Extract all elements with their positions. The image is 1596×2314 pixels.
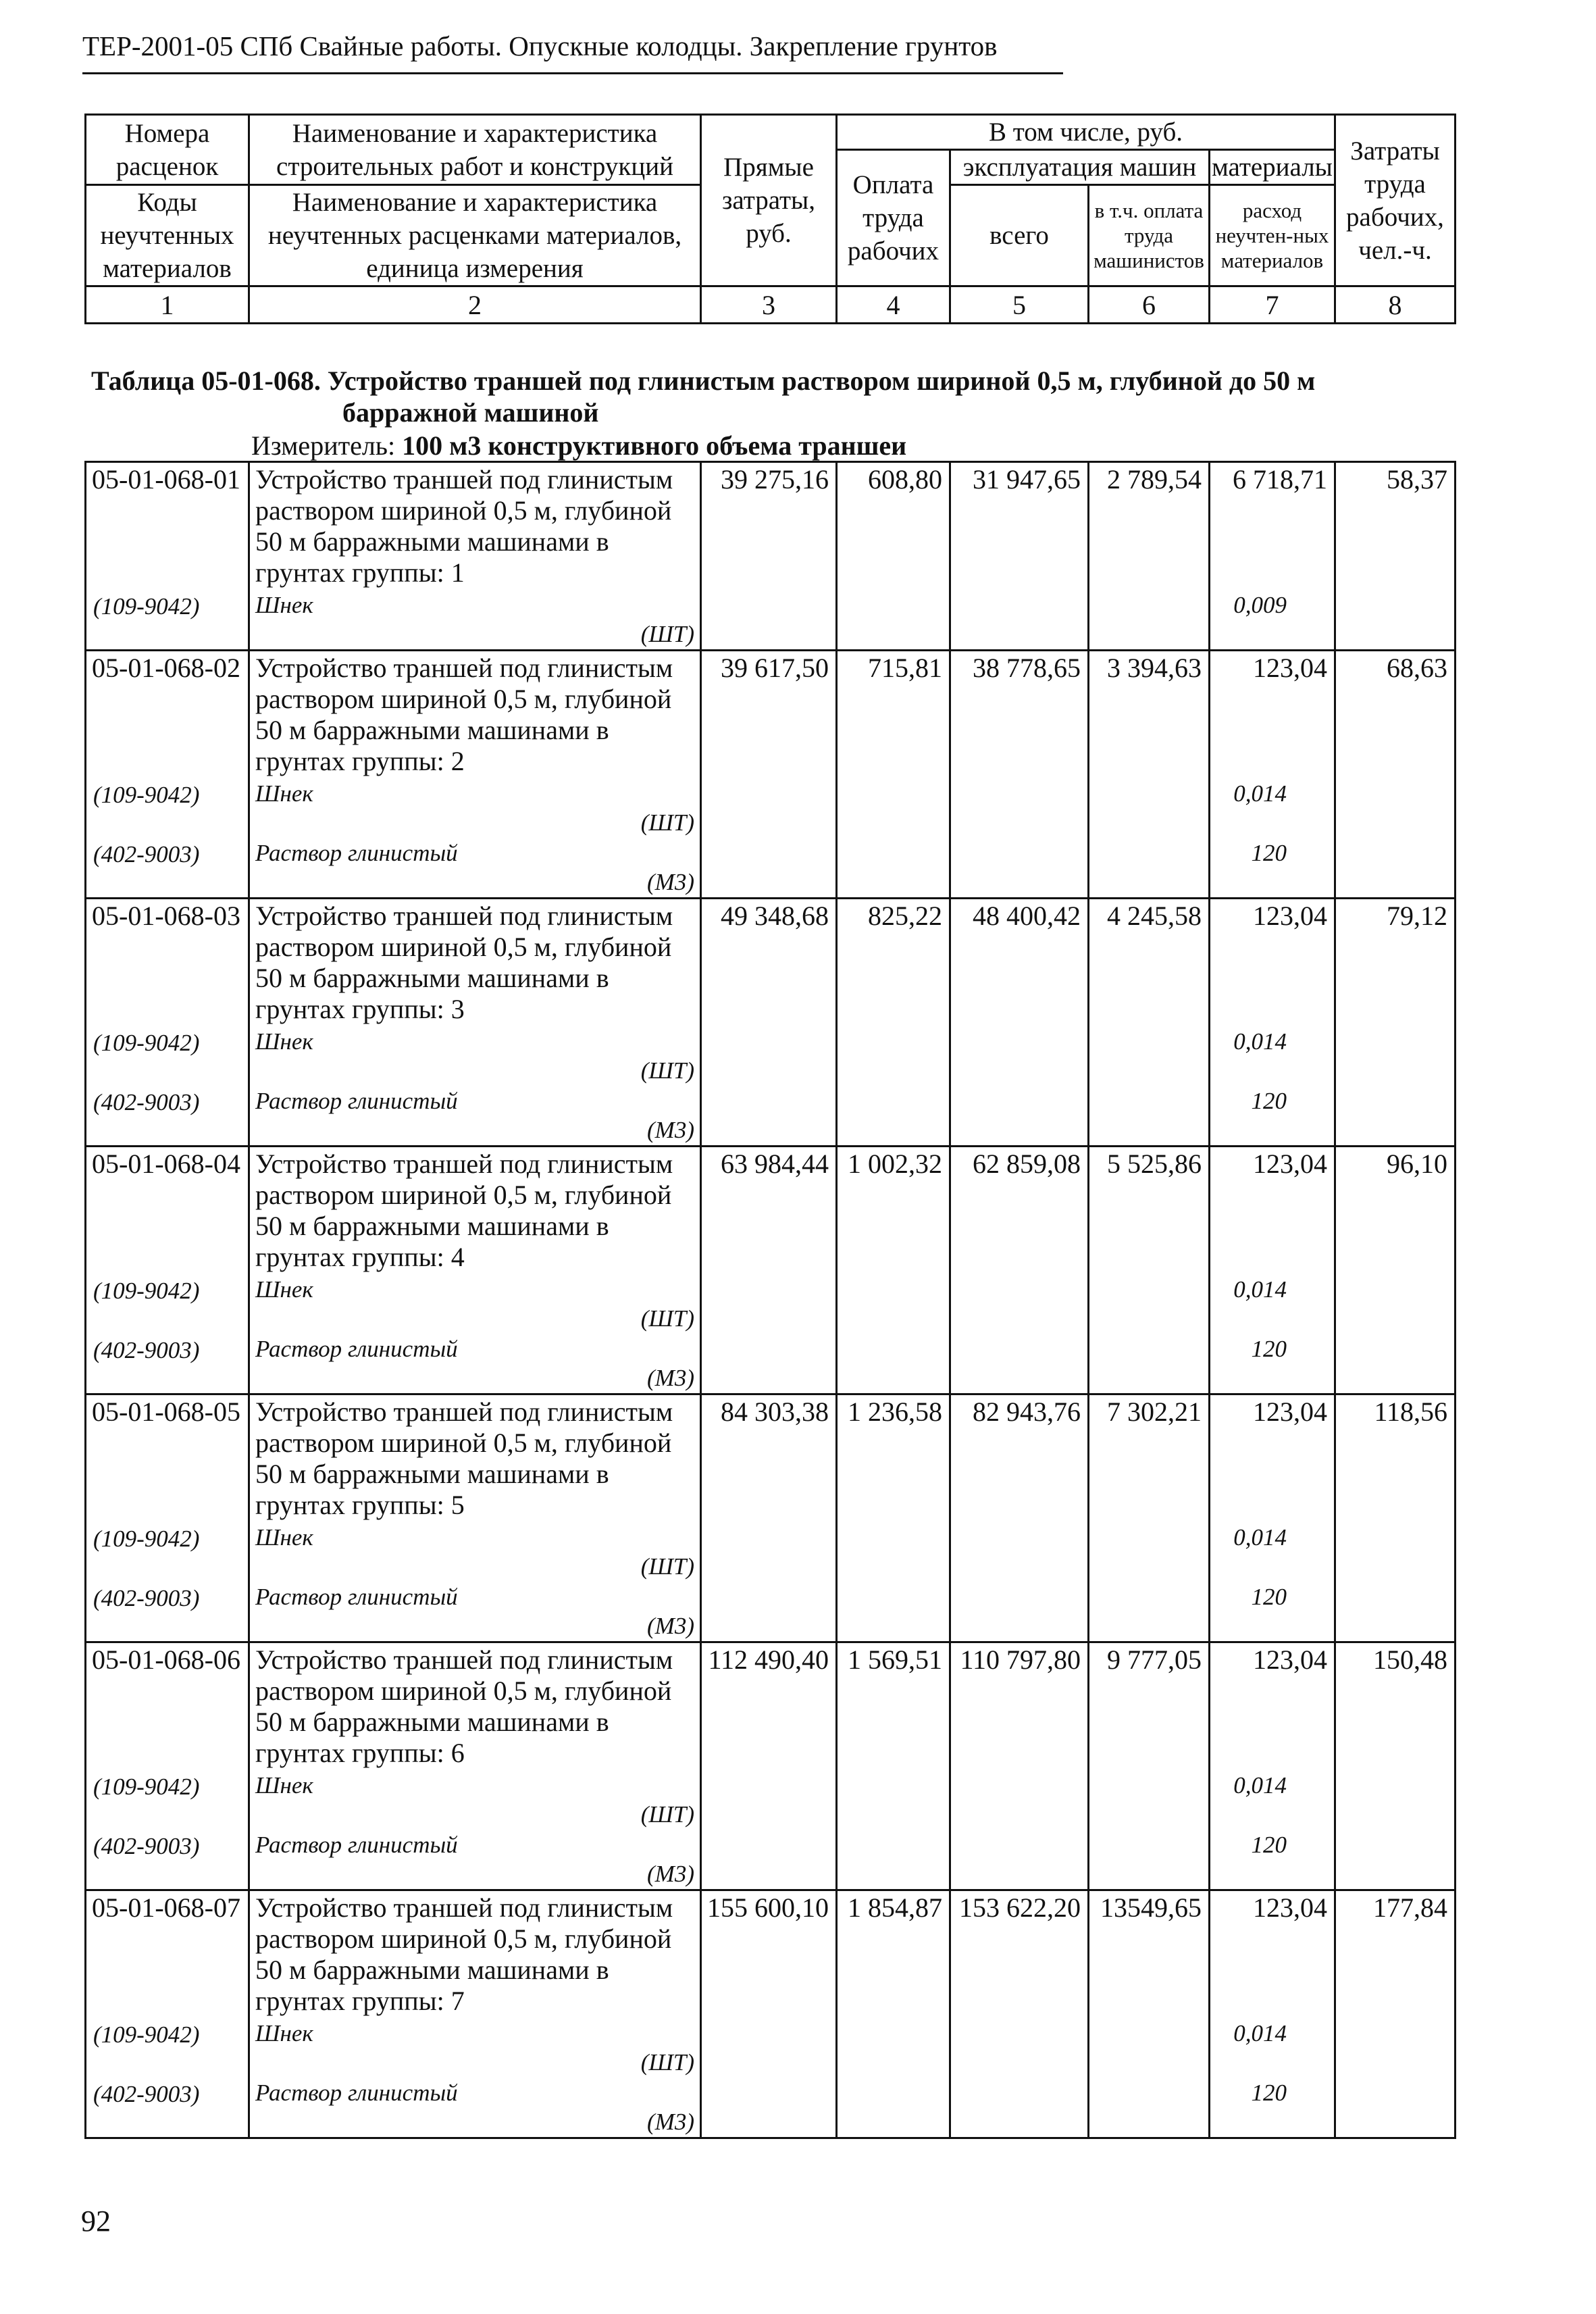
header-labor-pay: Оплата труда рабочих <box>837 150 950 286</box>
empty-cell <box>837 1274 950 1334</box>
resource-consumption-value: 0,014 <box>1233 1772 1287 1799</box>
header-machines: эксплуатация машин <box>950 150 1210 185</box>
rate-value-c8: 79,12 <box>1335 899 1456 1027</box>
table-caption <box>91 365 1442 428</box>
rate-value-c3: 39 617,50 <box>701 651 837 779</box>
empty-cell <box>1335 1582 1456 1642</box>
table-row <box>86 462 1456 590</box>
column-number: 2 <box>249 286 701 324</box>
empty-cell <box>701 778 837 838</box>
table-row <box>86 1147 1456 1275</box>
empty-cell <box>1089 590 1210 651</box>
resource-consumption <box>1210 1522 1335 1582</box>
empty-cell <box>837 1334 950 1394</box>
empty-cell <box>950 1086 1089 1147</box>
rate-value-c4: 1 002,32 <box>837 1147 950 1275</box>
header-operator-pay: в т.ч. оплата труда машинистов <box>1089 185 1210 286</box>
header-work-name: Наименование и характеристика строительных работ и конструкций <box>249 115 701 185</box>
rate-value-c7: 123,04 <box>1210 1394 1335 1523</box>
header-materials: материалы <box>1210 150 1335 185</box>
resource-unit: (ШТ) <box>640 1801 694 1828</box>
table-row <box>86 651 1456 779</box>
empty-cell <box>837 2018 950 2078</box>
resource-name-cell <box>249 838 701 899</box>
rate-value-c6: 4 245,58 <box>1089 899 1210 1027</box>
rate-code: 05-01-068-06 <box>86 1642 249 1771</box>
column-number: 6 <box>1089 286 1210 324</box>
resource-consumption-value: 0,014 <box>1233 2020 1287 2046</box>
resource-code: (109-9042) <box>86 1026 249 1086</box>
resource-consumption-value: 120 <box>1251 2080 1287 2106</box>
rate-description: Устройство траншей под глинистым раствором шириной 0,5 м, глубиной 50 м барражными машинами в грунтах группы: 4 <box>249 1147 701 1275</box>
rate-value-c7: 123,04 <box>1210 651 1335 779</box>
resource-consumption <box>1210 1026 1335 1086</box>
rate-description: Устройство траншей под глинистым раствором шириной 0,5 м, глубиной 50 м барражными машинами в грунтах группы: 3 <box>249 899 701 1027</box>
empty-cell <box>1335 2018 1456 2078</box>
page-number: 92 <box>81 2205 111 2238</box>
resource-name-cell <box>249 1770 701 1830</box>
rate-value-c7: 123,04 <box>1210 899 1335 1027</box>
resource-name-cell <box>249 1086 701 1147</box>
empty-cell <box>950 590 1089 651</box>
resource-name: Шнек <box>255 1524 313 1551</box>
resource-consumption <box>1210 1830 1335 1890</box>
empty-cell <box>1089 1026 1210 1086</box>
rate-value-c3: 63 984,44 <box>701 1147 837 1275</box>
empty-cell <box>701 590 837 651</box>
rate-value-c8: 150,48 <box>1335 1642 1456 1771</box>
resource-name-cell <box>249 1274 701 1334</box>
resource-unit: (ШТ) <box>640 1305 694 1332</box>
rate-value-c4: 1 854,87 <box>837 1890 950 2019</box>
resource-name: Шнек <box>255 2020 313 2046</box>
rate-description: Устройство траншей под глинистым раствором шириной 0,5 м, глубиной 50 м барражными машинами в грунтах группы: 1 <box>249 462 701 590</box>
empty-cell <box>950 778 1089 838</box>
resource-consumption <box>1210 778 1335 838</box>
resource-name-cell <box>249 2018 701 2078</box>
rate-code: 05-01-068-03 <box>86 899 249 1027</box>
table-caption-line1: Таблица 05-01-068. Устройство траншей под глинистым раствором шириной 0,5 м, глубиной до 50 м <box>91 366 1316 396</box>
resource-row <box>86 778 1456 838</box>
header-machines-total: всего <box>950 185 1089 286</box>
resource-consumption-value: 120 <box>1251 1336 1287 1362</box>
table-row <box>86 1642 1456 1771</box>
resource-row <box>86 1582 1456 1642</box>
resource-consumption <box>1210 1770 1335 1830</box>
empty-cell <box>1335 1334 1456 1394</box>
resource-code: (109-9042) <box>86 1274 249 1334</box>
rate-description: Устройство траншей под глинистым раствором шириной 0,5 м, глубиной 50 м барражными машинами в грунтах группы: 7 <box>249 1890 701 2019</box>
empty-cell <box>1089 1086 1210 1147</box>
resource-name: Раствор глинистый <box>255 840 458 866</box>
resource-code: (402-9003) <box>86 838 249 899</box>
resource-consumption-value: 120 <box>1251 1584 1287 1610</box>
resource-name: Шнек <box>255 592 313 618</box>
resource-name: Раствор глинистый <box>255 2080 458 2106</box>
resource-name-cell <box>249 1334 701 1394</box>
rate-value-c3: 155 600,10 <box>701 1890 837 2019</box>
resource-unit: (ШТ) <box>640 809 694 836</box>
empty-cell <box>837 1086 950 1147</box>
resource-unit: (М3) <box>647 2109 694 2135</box>
resource-consumption-value: 0,014 <box>1233 1276 1287 1303</box>
measure-label: Измеритель: <box>251 430 403 461</box>
resource-unit: (ШТ) <box>640 1057 694 1084</box>
resource-row <box>86 2078 1456 2138</box>
empty-cell <box>1335 1026 1456 1086</box>
empty-cell <box>1335 838 1456 899</box>
rate-code: 05-01-068-02 <box>86 651 249 779</box>
empty-cell <box>701 1274 837 1334</box>
resource-name-cell <box>249 590 701 651</box>
empty-cell <box>1089 1582 1210 1642</box>
empty-cell <box>1089 1334 1210 1394</box>
empty-cell <box>1089 2078 1210 2138</box>
header-material-codes: Коды неучтенных материалов <box>86 185 249 286</box>
rate-value-c7: 123,04 <box>1210 1642 1335 1771</box>
header-direct-costs: Прямые затраты, руб. <box>701 115 837 286</box>
resource-name: Шнек <box>255 1772 313 1799</box>
rate-value-c5: 110 797,80 <box>950 1642 1089 1771</box>
resource-row <box>86 590 1456 651</box>
rate-value-c3: 49 348,68 <box>701 899 837 1027</box>
resource-unit: (М3) <box>647 1365 694 1391</box>
resource-row <box>86 1334 1456 1394</box>
resource-name-cell <box>249 2078 701 2138</box>
column-number: 3 <box>701 286 837 324</box>
rate-description: Устройство траншей под глинистым раствором шириной 0,5 м, глубиной 50 м барражными машинами в грунтах группы: 5 <box>249 1394 701 1523</box>
rate-description: Устройство траншей под глинистым раствором шириной 0,5 м, глубиной 50 м барражными машинами в грунтах группы: 6 <box>249 1642 701 1771</box>
empty-cell <box>1335 778 1456 838</box>
resource-consumption-value: 0,014 <box>1233 1524 1287 1551</box>
table-caption-line2: барражной машиной <box>342 397 599 428</box>
rate-value-c8: 96,10 <box>1335 1147 1456 1275</box>
resource-row <box>86 838 1456 899</box>
rate-value-c6: 2 789,54 <box>1089 462 1210 590</box>
column-number: 7 <box>1210 286 1335 324</box>
rate-value-c3: 84 303,38 <box>701 1394 837 1523</box>
header-material-names: Наименование и характеристика неучтенных расценками материалов, единица измерения <box>249 185 701 286</box>
rate-value-c8: 68,63 <box>1335 651 1456 779</box>
rate-value-c6: 3 394,63 <box>1089 651 1210 779</box>
empty-cell <box>837 1026 950 1086</box>
rate-value-c4: 1 569,51 <box>837 1642 950 1771</box>
resource-unit: (М3) <box>647 869 694 895</box>
resource-name-cell <box>249 1522 701 1582</box>
rates-table <box>84 461 1456 2139</box>
rate-value-c7: 6 718,71 <box>1210 462 1335 590</box>
empty-cell <box>837 590 950 651</box>
column-number: 5 <box>950 286 1089 324</box>
resource-code: (402-9003) <box>86 1582 249 1642</box>
empty-cell <box>701 1334 837 1394</box>
resource-consumption <box>1210 1274 1335 1334</box>
rate-code: 05-01-068-01 <box>86 462 249 590</box>
rate-value-c5: 38 778,65 <box>950 651 1089 779</box>
resource-unit: (ШТ) <box>640 2049 694 2076</box>
rate-value-c5: 31 947,65 <box>950 462 1089 590</box>
resource-consumption-value: 120 <box>1251 840 1287 866</box>
table-row <box>86 1890 1456 2019</box>
resource-code: (402-9003) <box>86 1334 249 1394</box>
rate-description: Устройство траншей под глинистым раствором шириной 0,5 м, глубиной 50 м барражными машинами в грунтах группы: 2 <box>249 651 701 779</box>
empty-cell <box>1335 1086 1456 1147</box>
resource-consumption <box>1210 1086 1335 1147</box>
empty-cell <box>837 1770 950 1830</box>
header-including-group: В том числе, руб. <box>837 115 1335 150</box>
empty-cell <box>1335 590 1456 651</box>
empty-cell <box>950 1770 1089 1830</box>
empty-cell <box>1089 1522 1210 1582</box>
rate-value-c7: 123,04 <box>1210 1890 1335 2019</box>
resource-consumption <box>1210 838 1335 899</box>
empty-cell <box>837 1522 950 1582</box>
resource-consumption <box>1210 2018 1335 2078</box>
empty-cell <box>1089 1770 1210 1830</box>
resource-code: (402-9003) <box>86 1086 249 1147</box>
rate-value-c4: 715,81 <box>837 651 950 779</box>
empty-cell <box>701 1830 837 1890</box>
resource-row <box>86 1086 1456 1147</box>
rate-value-c8: 58,37 <box>1335 462 1456 590</box>
resource-code: (109-9042) <box>86 1770 249 1830</box>
empty-cell <box>1089 1274 1210 1334</box>
header-rule <box>82 72 1063 74</box>
column-number: 8 <box>1335 286 1456 324</box>
empty-cell <box>837 2078 950 2138</box>
resource-name: Шнек <box>255 1276 313 1303</box>
rate-value-c3: 112 490,40 <box>701 1642 837 1771</box>
empty-cell <box>950 2018 1089 2078</box>
rate-value-c7: 123,04 <box>1210 1147 1335 1275</box>
empty-cell <box>950 1334 1089 1394</box>
measure-unit <box>251 430 906 461</box>
resource-row <box>86 1770 1456 1830</box>
resource-name-cell <box>249 1830 701 1890</box>
resource-name: Раствор глинистый <box>255 1336 458 1362</box>
resource-row <box>86 1522 1456 1582</box>
empty-cell <box>837 778 950 838</box>
resource-consumption <box>1210 1582 1335 1642</box>
resource-consumption-value: 120 <box>1251 1088 1287 1114</box>
column-header-table <box>84 114 1456 324</box>
rate-code: 05-01-068-07 <box>86 1890 249 2019</box>
empty-cell <box>837 1830 950 1890</box>
resource-consumption-value: 0,014 <box>1233 1028 1287 1055</box>
resource-row <box>86 2018 1456 2078</box>
resource-row <box>86 1274 1456 1334</box>
resource-name: Раствор глинистый <box>255 1088 458 1114</box>
empty-cell <box>701 1086 837 1147</box>
resource-unit: (ШТ) <box>640 1553 694 1580</box>
resource-code: (402-9003) <box>86 1830 249 1890</box>
rate-code: 05-01-068-04 <box>86 1147 249 1275</box>
resource-row <box>86 1026 1456 1086</box>
empty-cell <box>1089 778 1210 838</box>
header-labor-hours: Затраты труда рабочих, чел.-ч. <box>1335 115 1456 286</box>
rate-value-c4: 1 236,58 <box>837 1394 950 1523</box>
empty-cell <box>950 2078 1089 2138</box>
rate-value-c4: 608,80 <box>837 462 950 590</box>
resource-name: Раствор глинистый <box>255 1584 458 1610</box>
empty-cell <box>950 1026 1089 1086</box>
resource-code: (109-9042) <box>86 1522 249 1582</box>
resource-name-cell <box>249 778 701 838</box>
table-row <box>86 1394 1456 1523</box>
empty-cell <box>701 1582 837 1642</box>
resource-code: (402-9003) <box>86 2078 249 2138</box>
table-row <box>86 899 1456 1027</box>
resource-unit: (М3) <box>647 1117 694 1143</box>
rate-value-c6: 7 302,21 <box>1089 1394 1210 1523</box>
empty-cell <box>701 1770 837 1830</box>
empty-cell <box>701 838 837 899</box>
resource-consumption <box>1210 2078 1335 2138</box>
empty-cell <box>701 1522 837 1582</box>
resource-unit: (М3) <box>647 1613 694 1639</box>
empty-cell <box>1335 1830 1456 1890</box>
empty-cell <box>950 1522 1089 1582</box>
resource-unit: (ШТ) <box>640 621 694 647</box>
empty-cell <box>950 1274 1089 1334</box>
rate-value-c6: 5 525,86 <box>1089 1147 1210 1275</box>
rate-code: 05-01-068-05 <box>86 1394 249 1523</box>
empty-cell <box>1335 1522 1456 1582</box>
resource-consumption-value: 120 <box>1251 1832 1287 1858</box>
resource-consumption <box>1210 590 1335 651</box>
empty-cell <box>1089 838 1210 899</box>
rate-value-c4: 825,22 <box>837 899 950 1027</box>
resource-code: (109-9042) <box>86 2018 249 2078</box>
empty-cell <box>701 2018 837 2078</box>
resource-name: Шнек <box>255 1028 313 1055</box>
empty-cell <box>950 1830 1089 1890</box>
resource-consumption <box>1210 1334 1335 1394</box>
rate-value-c8: 118,56 <box>1335 1394 1456 1523</box>
resource-code: (109-9042) <box>86 590 249 651</box>
empty-cell <box>837 1582 950 1642</box>
empty-cell <box>701 2078 837 2138</box>
rate-value-c5: 82 943,76 <box>950 1394 1089 1523</box>
resource-consumption-value: 0,009 <box>1233 592 1287 618</box>
rate-value-c5: 153 622,20 <box>950 1890 1089 2019</box>
running-header: ТЕР-2001-05 СПб Свайные работы. Опускные колодцы. Закрепление грунтов <box>82 30 998 61</box>
empty-cell <box>1089 1830 1210 1890</box>
resource-unit: (М3) <box>647 1861 694 1887</box>
rate-value-c6: 9 777,05 <box>1089 1642 1210 1771</box>
resource-row <box>86 1830 1456 1890</box>
resource-name: Раствор глинистый <box>255 1832 458 1858</box>
rate-value-c8: 177,84 <box>1335 1890 1456 2019</box>
empty-cell <box>1335 2078 1456 2138</box>
rate-value-c6: 13549,65 <box>1089 1890 1210 2019</box>
rate-value-c5: 62 859,08 <box>950 1147 1089 1275</box>
resource-name-cell <box>249 1582 701 1642</box>
header-rate-number: Номера расценок <box>86 115 249 185</box>
rate-value-c3: 39 275,16 <box>701 462 837 590</box>
empty-cell <box>701 1026 837 1086</box>
empty-cell <box>950 838 1089 899</box>
column-number: 4 <box>837 286 950 324</box>
empty-cell <box>950 1582 1089 1642</box>
empty-cell <box>837 838 950 899</box>
header-unaccounted-materials: расход неучтен-ных материалов <box>1210 185 1335 286</box>
resource-code: (109-9042) <box>86 778 249 838</box>
empty-cell <box>1335 1274 1456 1334</box>
resource-name-cell <box>249 1026 701 1086</box>
empty-cell <box>1089 2018 1210 2078</box>
resource-consumption-value: 0,014 <box>1233 780 1287 807</box>
column-number: 1 <box>86 286 249 324</box>
rate-value-c5: 48 400,42 <box>950 899 1089 1027</box>
measure-value: 100 м3 конструктивного объема траншеи <box>402 430 907 461</box>
empty-cell <box>1335 1770 1456 1830</box>
resource-name: Шнек <box>255 780 313 807</box>
